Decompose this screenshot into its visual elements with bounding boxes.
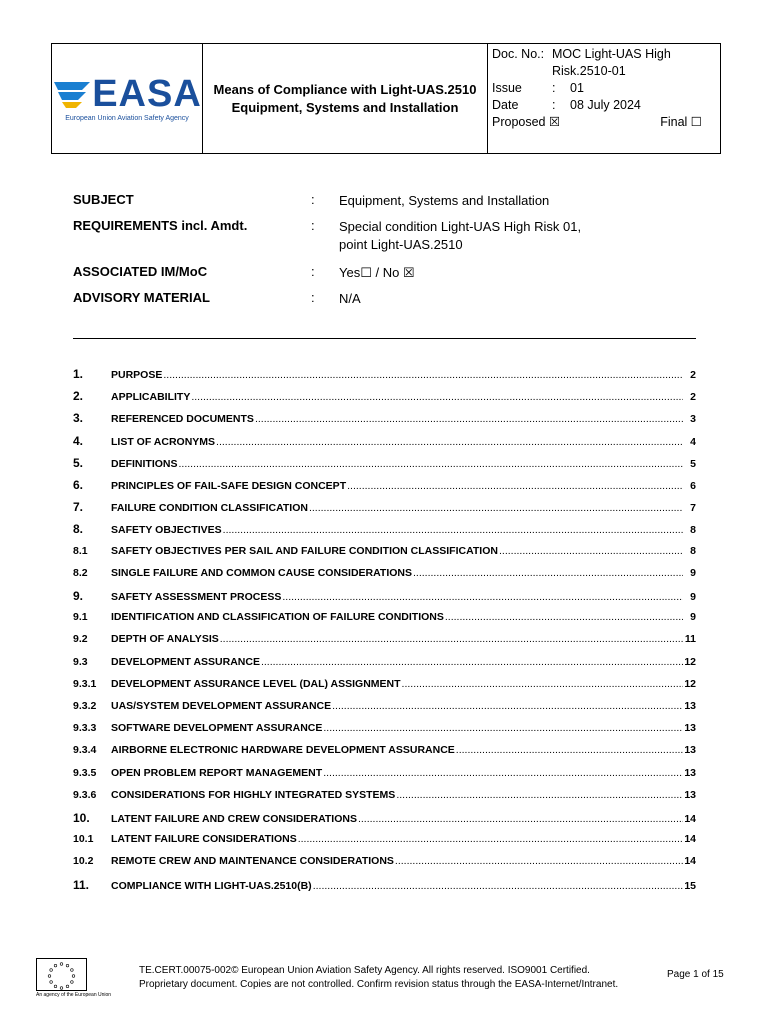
toc-dot-leader [323,767,683,779]
toc-entry-page: 13 [684,766,696,779]
eu-flag-icon [36,958,87,991]
toc-entry[interactable] [73,633,696,649]
associated-colon: : [311,264,315,279]
toc-dot-leader [332,700,683,712]
toc-entry-page: 9 [690,611,696,624]
toc-entry-number: 11. [73,877,90,892]
toc-entry-number: 3. [73,411,84,426]
toc-entry[interactable] [73,389,696,405]
requirements-line-1: Special condition Light-UAS High Risk 01, [339,219,582,234]
toc-entry-number: 9.3.1 [73,677,97,690]
toc-entry-title: AIRBORNE ELECTRONIC HARDWARE DEVELOPMENT ASSURANCE [111,744,455,757]
doc-no-label: Doc. No.: [492,47,545,61]
toc-entry-number: 7. [73,500,84,515]
toc-entry-page: 15 [684,879,696,892]
toc-entry-page: 13 [684,788,696,801]
toc-entry-number: 10. [73,811,90,825]
toc-entry[interactable] [73,500,696,516]
toc-entry-number: 9.2 [73,633,88,646]
associated-label: ASSOCIATED IM/MoC [73,264,208,279]
requirements-value [339,218,639,264]
toc-entry[interactable] [73,789,696,805]
toc-entry-page: 9 [690,566,696,579]
footer-text [139,964,618,992]
toc-entry-number: 8.2 [73,566,88,579]
toc-entry-title: SAFETY OBJECTIVES [111,524,222,537]
toc-entry-title: FAILURE CONDITION CLASSIFICATION [111,502,308,515]
title-line-2: Equipment, Systems and Installation [231,99,459,115]
toc-entry-title: CONSIDERATIONS FOR HIGHLY INTEGRATED SYSTEMS [111,788,396,801]
toc-entry-title: DEVELOPMENT ASSURANCE LEVEL (DAL) ASSIGNMENT [111,677,401,690]
proposed-checkbox: Proposed ☒ [492,115,561,129]
toc-entry-number: 10.2 [73,855,94,868]
toc-entry[interactable] [73,722,696,738]
toc-entry-page: 11 [684,633,696,646]
toc-entry-title: SAFETY OBJECTIVES PER SAIL AND FAILURE CONDITION CLASSIFICATION [111,544,498,557]
toc-entry-number: 9.3.6 [73,788,97,801]
toc-entry-number: 8. [73,522,84,537]
toc-entry[interactable] [73,878,696,894]
toc-entry-title: COMPLIANCE WITH LIGHT-UAS.2510(B) [111,879,312,892]
toc-entry[interactable] [73,567,696,583]
toc-entry[interactable] [73,767,696,783]
advisory-label: ADVISORY MATERIAL [73,290,210,305]
toc-entry[interactable] [73,478,696,494]
toc-entry-number: 8.1 [73,544,88,557]
toc-entry-number: 4. [73,433,84,448]
toc-entry-page: 13 [684,744,696,757]
document-meta [488,44,720,153]
toc-entry-page: 14 [684,813,696,825]
toc-dot-leader [395,855,683,867]
toc-entry-page: 5 [690,457,696,470]
toc-dot-leader [309,502,683,514]
toc-dot-leader [223,524,683,536]
toc-entry[interactable] [73,744,696,760]
toc-entry-number: 9.3.5 [73,766,97,779]
toc-entry-number: 9.3 [73,655,88,668]
logo-text: EASA [92,73,202,115]
toc-dot-leader [358,813,683,825]
toc-entry-page: 8 [690,544,696,557]
toc-entry-number: 10.1 [73,833,94,846]
easa-logo [52,44,203,153]
toc-entry-number: 9.3.4 [73,744,97,757]
toc-entry-page: 14 [684,855,696,868]
toc-entry-page: 14 [684,833,696,846]
toc-entry-page: 3 [690,413,696,426]
toc-entry-title: REMOTE CREW AND MAINTENANCE CONSIDERATIONS [111,855,394,868]
page-number: Page 1 of 15 [667,969,724,980]
toc-entry-page: 13 [684,722,696,735]
title-line-1: Means of Compliance with Light-UAS.2510 [213,81,477,97]
toc-entry[interactable] [73,367,696,383]
date-label: Date [492,98,519,112]
toc-entry-title: SAFETY ASSESSMENT PROCESS [111,591,282,603]
toc-dot-leader [298,833,683,845]
requirements-colon: : [311,218,315,233]
toc-entry-title: DEVELOPMENT ASSURANCE [111,655,260,668]
toc-entry-page: 12 [684,677,696,690]
toc-entry-title: UAS/SYSTEM DEVELOPMENT ASSURANCE [111,700,332,712]
toc-dot-leader [255,413,683,425]
toc-entry[interactable] [73,522,696,538]
toc-entry[interactable] [73,611,696,627]
toc-entry-page: 2 [690,391,696,404]
toc-dot-leader [282,591,683,603]
toc-dot-leader [313,880,683,892]
toc-dot-leader [402,678,683,690]
toc-entry-page: 9 [690,591,696,603]
toc-entry-number: 9. [73,589,84,603]
toc-entry[interactable] [73,833,696,849]
advisory-colon: : [311,290,315,305]
doc-no-value: MOC Light-UAS High Risk.2510-01 [552,47,671,78]
toc-entry[interactable] [73,545,696,561]
toc-entry-title: PURPOSE [111,369,163,381]
document-info [73,192,639,316]
toc-entry-number: 5. [73,455,84,470]
toc-entry[interactable] [73,589,696,605]
toc-dot-leader [261,656,683,668]
issue-colon: : [552,81,556,95]
toc-entry-page: 8 [690,524,696,537]
footer-line-1: TE.CERT.00075-002© European Union Aviation Safety Agency. All rights reserved. ISO9001 Certified. [139,965,590,976]
toc-entry-title: SINGLE FAILURE AND COMMON CAUSE CONSIDERATIONS [111,566,413,579]
final-checkbox: Final ☐ [660,115,702,129]
toc-entry[interactable] [73,411,696,427]
toc-entry-title: REFERENCED DOCUMENTS [111,413,254,426]
requirements-line-2: point Light-UAS.2510 [339,237,463,252]
toc-entry-page: 4 [690,435,696,448]
toc-entry-page: 12 [684,655,696,668]
logo-subtitle: European Union Aviation Safety Agency [65,115,189,122]
toc-entry[interactable] [73,700,696,716]
toc-entry-title: LATENT FAILURE CONSIDERATIONS [111,833,297,846]
toc-entry-page: 2 [690,369,696,381]
toc-dot-leader [323,722,683,734]
toc-dot-leader [347,480,683,492]
toc-entry-title: LIST OF ACRONYMS [111,435,216,448]
subject-colon: : [311,192,315,207]
toc-dot-leader [396,789,683,801]
toc-entry-title: OPEN PROBLEM REPORT MANAGEMENT [111,766,323,779]
toc-entry[interactable] [73,456,696,472]
eu-caption: An agency of the European Union [36,992,112,998]
toc-entry[interactable] [73,434,696,450]
date-value: 08 July 2024 [570,98,641,112]
toc-entry[interactable] [73,656,696,672]
toc-entry[interactable] [73,811,696,827]
toc-entry-number: 2. [73,389,84,404]
document-title [203,44,488,153]
toc-dot-leader [413,567,683,579]
toc-dot-leader [220,633,683,645]
toc-entry-title: SOFTWARE DEVELOPMENT ASSURANCE [111,722,323,735]
toc-entry-number: 1. [73,367,84,381]
toc-entry-title: PRINCIPLES OF FAIL-SAFE DESIGN CONCEPT [111,480,347,492]
toc-entry[interactable] [73,855,696,871]
associated-value: Yes☐ / No ☒ [339,265,415,280]
toc-dot-leader [216,436,683,448]
subject-value: Equipment, Systems and Installation [339,193,550,208]
advisory-value: N/A [339,291,361,306]
toc-dot-leader [191,391,683,403]
toc-dot-leader [179,458,683,470]
toc-entry-title: DEFINITIONS [111,457,178,470]
toc-entry-number: 9.3.3 [73,722,97,735]
document-header [51,43,721,154]
subject-label: SUBJECT [73,192,134,207]
requirements-label: REQUIREMENTS incl. Amdt. [73,218,248,233]
issue-label: Issue [492,81,522,95]
toc-entry-number: 9.3.2 [73,700,97,712]
footer-line-2: Proprietary document. Copies are not controlled. Confirm revision status through the EASA-Internet/Intranet. [139,979,619,990]
toc-dot-leader [456,744,683,756]
toc-entry-number: 6. [73,478,84,492]
easa-wing-icon [52,78,92,110]
toc-entry-title: DEPTH OF ANALYSIS [111,633,219,646]
toc-entry-page: 6 [690,480,696,492]
toc-dot-leader [445,611,683,623]
section-divider [73,338,696,339]
toc-entry-number: 9.1 [73,611,88,624]
toc-entry[interactable] [73,678,696,694]
toc-entry-title: APPLICABILITY [111,391,191,404]
toc-entry-page: 13 [684,700,696,712]
toc-entry-title: IDENTIFICATION AND CLASSIFICATION OF FAILURE CONDITIONS [111,611,444,624]
toc-dot-leader [163,369,683,381]
date-colon: : [552,98,556,112]
toc-entry-title: LATENT FAILURE AND CREW CONSIDERATIONS [111,813,357,825]
toc-dot-leader [499,545,683,557]
toc-entry-page: 7 [690,502,696,515]
issue-value: 01 [570,81,584,95]
